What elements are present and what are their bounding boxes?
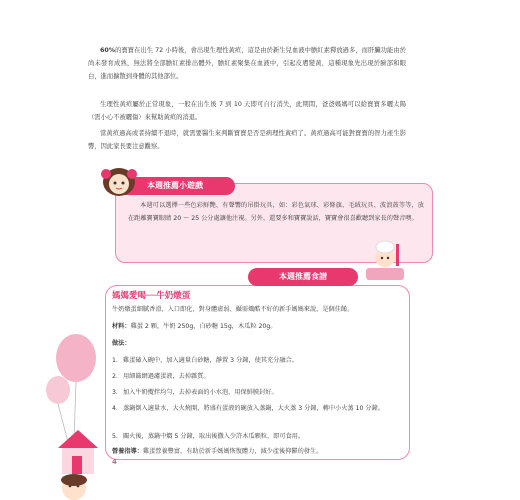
game-text: 本週可以選擇一些色彩鮮艷、有聲響的吊掛玩具，如：彩色氣球、彩條旗、毛絨玩具、波浪鼓等等，放在距離寶寶眼睛 20 ～ 25 公分處讓他注視。另外，還要多和寶寶說話，寶寶會很喜歡聽到家長的聲音噢。 [128,202,424,222]
recipe-step [112,387,402,399]
step-text: 加入牛奶攪拌均勻，去掉表面的小水泡，用保鮮膜封好。 [123,389,278,396]
chef-illustration [360,238,408,284]
step-number: 4. [112,405,118,412]
step-number: 2. [112,373,118,380]
page-number: 4 [112,458,117,466]
recipe-title: 媽媽愛喝──牛奶燉蛋 [112,291,191,301]
recipe-step [112,431,402,443]
method-label: 做法： [112,340,131,347]
ingredients-text: 雞蛋 2 顆，牛奶 250g，白砂糖 15g，木瓜粒 20g。 [130,323,277,330]
game-banner: 本週推薦小遊戲 [115,177,235,195]
recipe-banner: 本週推薦食譜 [248,268,358,286]
recipe-ingredients [112,322,402,332]
step-number: 1. [112,357,118,364]
ingredients-label: 材料： [112,323,131,330]
girl-illustration [98,160,140,202]
intro-paragraph-2: 生理性黃疸屬於正常現象，一般在出生後 7 到 10 天即可自行消失，此期間，爸爸媽媽可以給寶寶多曬太陽（需小心不被曬傷）來幫助黃疸的消退。 [88,101,406,121]
recipe-step [112,371,402,383]
step-number: 3. [112,389,118,396]
recipe-description: 牛奶燉蛋細膩香滑，入口即化，對身體虛弱、攝需熾酷不好的新手媽媽來說，是個佳餚。 [112,306,354,313]
step-number: 5. [112,433,118,440]
recipe-step [112,403,402,415]
intro-highlight: 60% [100,47,116,54]
nutrition-text: 雞蛋營養豐富，有助於新手媽媽恢復體力，減少產後抑鬱的發生。 [142,448,323,455]
step-text: 關火後，蒸鍋中燜 5 分鐘，取出後撒入少許木瓜顆粒，即可食用。 [123,433,305,440]
intro-paragraph-3: 當黃疸過高或者持續不退時，就需要醫生來判斷寶寶是否是病理性黃疸了。黃疸過高可能對寶寶的智力產生影響，因此家長要注意觀察。 [88,130,406,150]
balloon-house-illustration [44,330,110,500]
step-text: 蒸鍋倒入適量水，大火燒開，將盛有蛋液的碗放入蒸鍋，大火蒸 3 分鐘，轉中小火蒸 10 分鐘。 [123,405,384,412]
nutrition-label: 營養指導： [112,448,143,455]
intro-paragraph-1 [88,44,406,83]
intro-paragraph-1-text: 的寶寶在出生 72 小時後，會出現生理性黃疸，這是由於新生兒血液中膽紅素釋放過多，而肝臟功能由於尚未發育成熟，無法將全部膽紅素排出體外，膽紅素聚集在血液中，引起皮膚變黃，這種現象先出現於臉部和眼白，進而擴散到身體的其他部位。 [88,47,406,80]
step-text: 雞蛋磕入碗中，加入適量白砂糖，靜置 3 分鐘，使其充分融合。 [123,357,298,364]
recipe-step [112,355,402,367]
step-text: 用細篩網過濾蛋液，去掉雜質。 [123,373,210,380]
nutrition-guide [112,447,402,457]
